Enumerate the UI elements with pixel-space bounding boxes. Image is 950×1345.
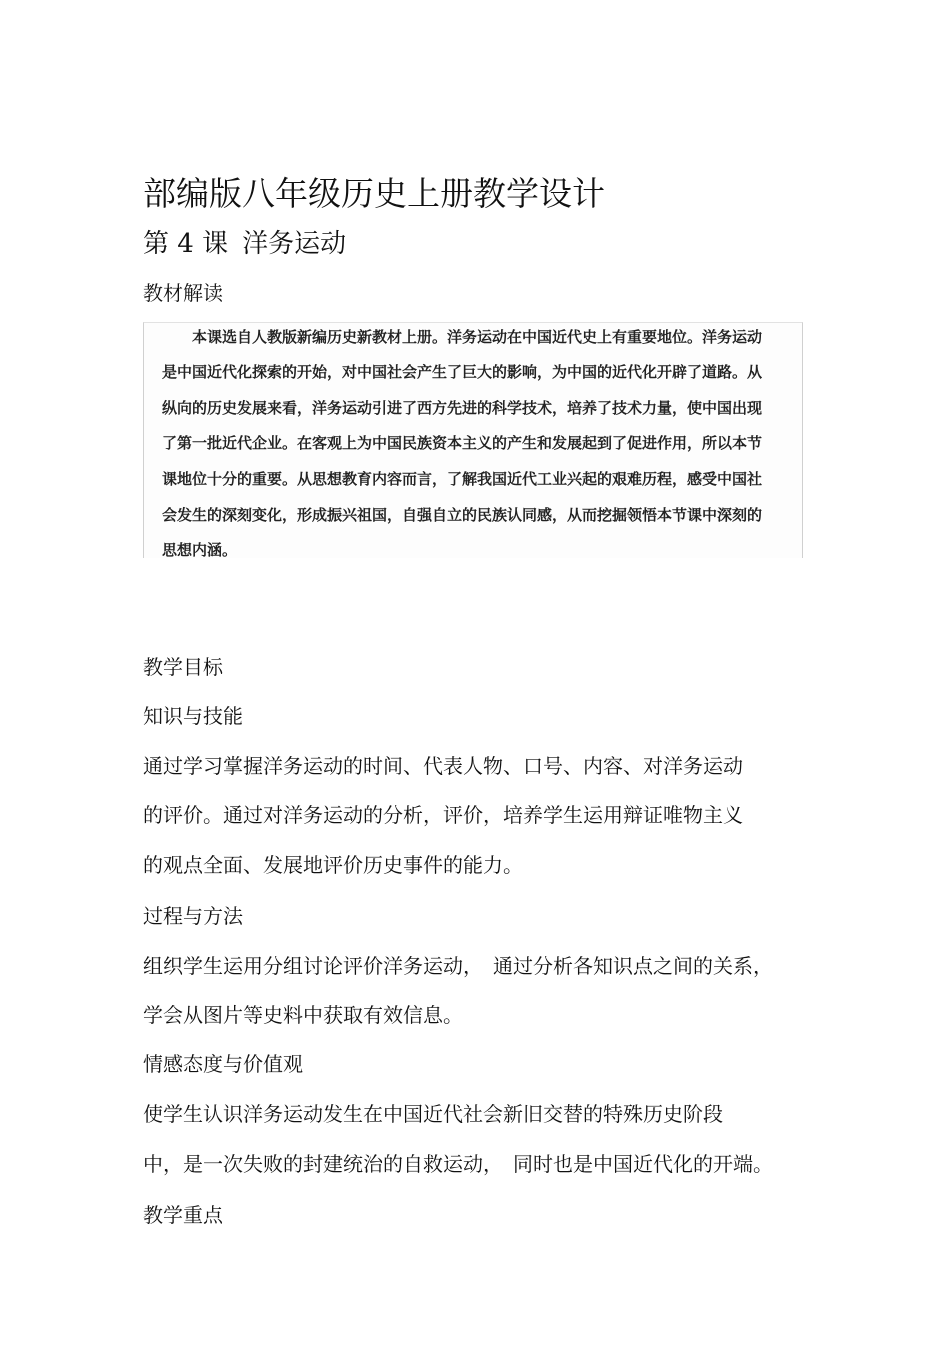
subheading-knowledge: 知识与技能 <box>143 704 243 728</box>
textbook-interpretation-image <box>143 322 803 558</box>
paragraph-line: 了第一批近代企业。在客观上为中国民族资本主义的产生和发展起到了促进作用，所以本节 <box>162 434 763 452</box>
paragraph-line: 会发生的深刻变化，形成振兴祖国，自强自立的民族认同感，从而挖掘领悟本节课中深刻的 <box>162 506 763 524</box>
body-line: 的评价。通过对洋务运动的分析，评价，培养学生运用辩证唯物主义 <box>143 803 743 827</box>
lesson-heading <box>143 227 346 261</box>
section-heading-textbook: 教材解读 <box>143 281 223 305</box>
body-line: 使学生认识洋务运动发生在中国近代社会新旧交替的特殊历史阶段 <box>143 1102 723 1126</box>
section-heading-goals: 教学目标 <box>143 655 223 679</box>
paragraph-line: 思想内涵。 <box>162 541 238 559</box>
section-heading-key-points: 教学重点 <box>143 1203 223 1227</box>
paragraph-line: 课地位十分的重要。从思想教育内容而言，了解我国近代工业兴起的艰难历程，感受中国社 <box>162 470 763 488</box>
lesson-title: 洋务运动 <box>242 229 347 259</box>
body-line: 的观点全面、发展地评价历史事件的能力。 <box>143 853 523 877</box>
paragraph-line: 本课选自人教版新编历史新教材上册。洋务运动在中国近代史上有重要地位。洋务运动 <box>162 328 763 346</box>
body-line: 学会从图片等史料中获取有效信息。 <box>143 1003 463 1027</box>
body-line: 通过学习掌握洋务运动的时间、代表人物、口号、内容、对洋务运动 <box>143 754 743 778</box>
paragraph-line: 纵向的历史发展来看，洋务运动引进了西方先进的科学技术，培养了技术力量，使中国出现 <box>162 399 763 417</box>
document-title: 部编版八年级历史上册教学设计 <box>143 174 605 213</box>
paragraph-line: 是中国近代化探索的开始，对中国社会产生了巨大的影响，为中国的近代化开辟了道路。从 <box>162 363 763 381</box>
lesson-number: 第 4 课 <box>143 229 229 259</box>
body-line: 组织学生运用分组讨论评价洋务运动， 通过分析各知识点之间的关系， <box>143 954 773 978</box>
subheading-process: 过程与方法 <box>143 904 243 928</box>
subheading-emotion: 情感态度与价值观 <box>143 1052 303 1076</box>
body-line: 中，是一次失败的封建统治的自救运动， 同时也是中国近代化的开端。 <box>143 1152 773 1176</box>
